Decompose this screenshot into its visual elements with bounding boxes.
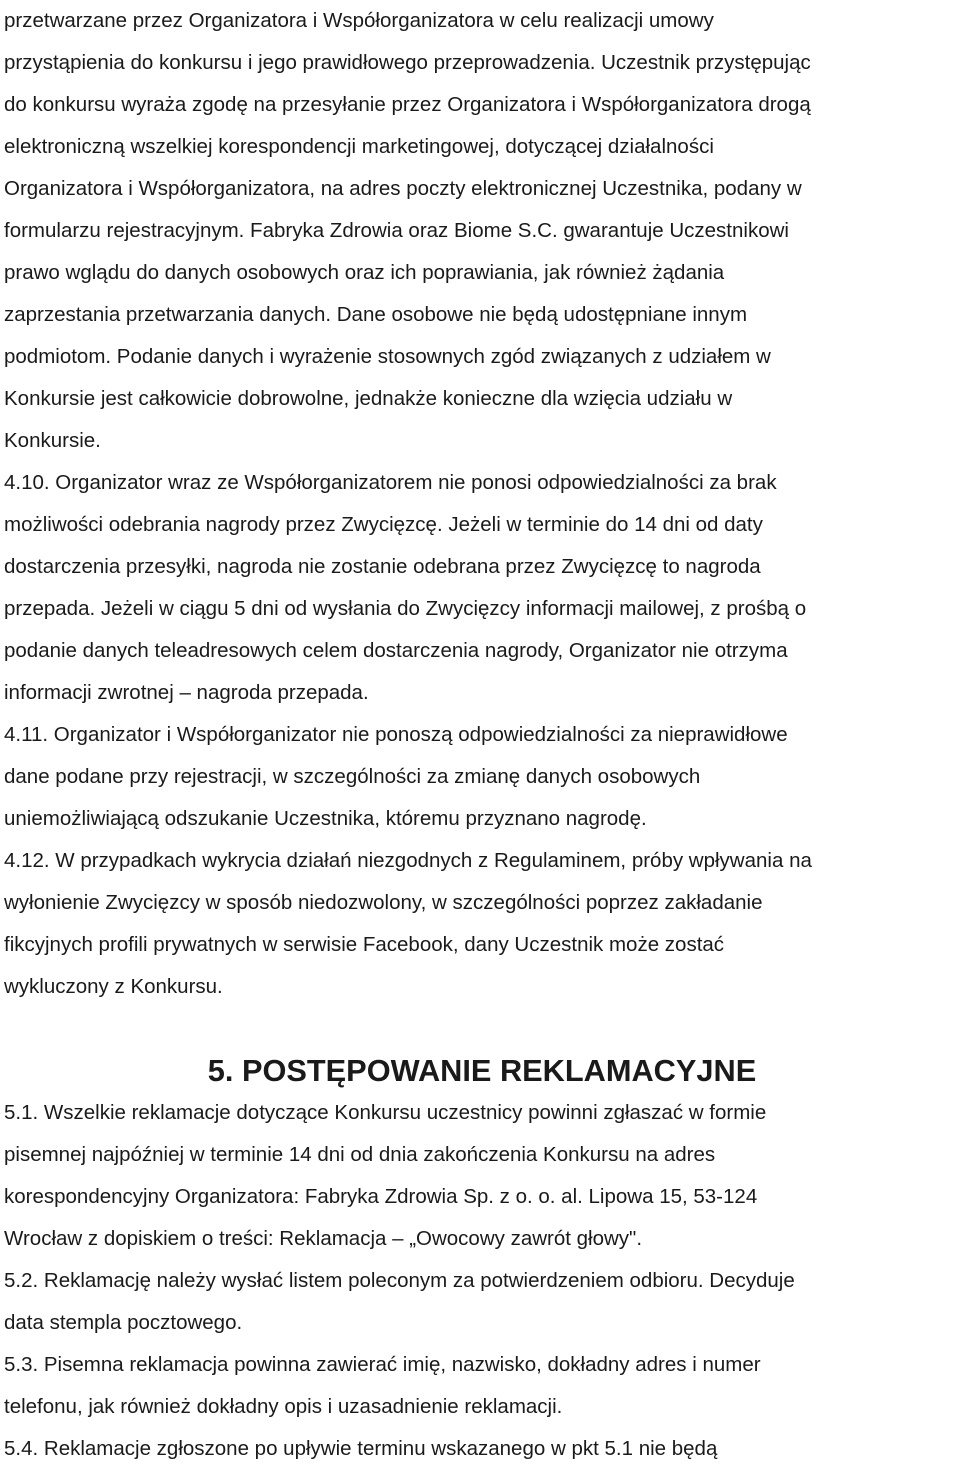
- text-line: Wrocław z dopiskiem o treści: Reklamacja – „Owocowy zawrót głowy".: [4, 1227, 643, 1250]
- text-line: 5.3. Pisemna reklamacja powinna zawierać imię, nazwisko, dokładny adres i numer: [4, 1353, 761, 1376]
- text-line: Konkursie jest całkowicie dobrowolne, jednakże konieczne dla wzięcia udziału w: [4, 387, 733, 410]
- paragraph-5-2: [4, 1260, 960, 1344]
- paragraph-5-3: [4, 1344, 960, 1428]
- paragraph-4-10: [4, 462, 960, 714]
- text-line: Organizatora i Współorganizatora, na adres poczty elektronicznej Uczestnika, podany w: [4, 177, 802, 200]
- text-line: 4.12. W przypadkach wykrycia działań niezgodnych z Regulaminem, próby wpływania na: [4, 849, 812, 872]
- paragraph-4-12: [4, 840, 960, 1008]
- text-line: 5.1. Wszelkie reklamacje dotyczące Konkursu uczestnicy powinni zgłaszać w formie: [4, 1101, 767, 1124]
- paragraph-data-processing: [4, 0, 960, 462]
- paragraph-5-1: [4, 1092, 960, 1260]
- text-line: 4.10. Organizator wraz ze Współorganizatorem nie ponosi odpowiedzialności za brak: [4, 471, 777, 494]
- section-heading: 5. POSTĘPOWANIE REKLAMACYJNE: [207, 1053, 757, 1088]
- document-page: [4, 0, 960, 1470]
- text-line: przystąpienia do konkursu i jego prawidłowego przeprowadzenia. Uczestnik przystępując: [4, 51, 811, 74]
- text-line: podmiotom. Podanie danych i wyrażenie stosownych zgód związanych z udziałem w: [4, 345, 771, 368]
- text-line: wykluczony z Konkursu.: [4, 975, 223, 998]
- text-line: wyłonienie Zwycięzcy w sposób niedozwolony, w szczególności poprzez zakładanie: [4, 891, 763, 914]
- text-line: możliwości odebrania nagrody przez Zwycięzcę. Jeżeli w terminie do 14 dni od daty: [4, 513, 763, 536]
- text-line: prawo wglądu do danych osobowych oraz ich poprawiania, jak również żądania: [4, 261, 725, 284]
- text-line: korespondencyjny Organizatora: Fabryka Zdrowia Sp. z o. o. al. Lipowa 15, 53-124: [4, 1185, 758, 1208]
- paragraph-5-4: [4, 1428, 960, 1470]
- text-line: uniemożliwiającą odszukanie Uczestnika, któremu przyznano nagrodę.: [4, 807, 647, 830]
- text-line: fikcyjnych profili prywatnych w serwisie Facebook, dany Uczestnik może zostać: [4, 933, 725, 956]
- text-line: 5.2. Reklamację należy wysłać listem poleconym za potwierdzeniem odbioru. Decyduje: [4, 1269, 795, 1292]
- text-line: data stempla pocztowego.: [4, 1311, 243, 1334]
- text-line: telefonu, jak również dokładny opis i uzasadnienie reklamacji.: [4, 1395, 563, 1418]
- paragraph-4-11: [4, 714, 960, 840]
- text-line: przepada. Jeżeli w ciągu 5 dni od wysłania do Zwycięzcy informacji mailowej, z prośbą o: [4, 597, 807, 620]
- text-line: dane podane przy rejestracji, w szczególności za zmianę danych osobowych: [4, 765, 701, 788]
- text-line: 5.4. Reklamacje zgłoszone po upływie terminu wskazanego w pkt 5.1 nie będą: [4, 1437, 718, 1460]
- text-line: 4.11. Organizator i Współorganizator nie ponoszą odpowiedzialności za nieprawidłowe: [4, 723, 788, 746]
- text-line: do konkursu wyraża zgodę na przesyłanie przez Organizatora i Współorganizatora drogą: [4, 93, 811, 116]
- text-line: przetwarzane przez Organizatora i Współorganizatora w celu realizacji umowy: [4, 9, 714, 32]
- text-line: Konkursie.: [4, 429, 101, 452]
- text-line: formularzu rejestracyjnym. Fabryka Zdrowia oraz Biome S.C. gwarantuje Uczestnikowi: [4, 219, 789, 242]
- text-line: informacji zwrotnej – nagroda przepada.: [4, 681, 369, 704]
- text-line: podanie danych teleadresowych celem dostarczenia nagrody, Organizator nie otrzyma: [4, 639, 788, 662]
- text-line: pisemnej najpóźniej w terminie 14 dni od dnia zakończenia Konkursu na adres: [4, 1143, 716, 1166]
- text-line: elektroniczną wszelkiej korespondencji marketingowej, dotyczącej działalności: [4, 135, 714, 158]
- text-line: zaprzestania przetwarzania danych. Dane osobowe nie będą udostępniane innym: [4, 303, 748, 326]
- text-line: dostarczenia przesyłki, nagroda nie zostanie odebrana przez Zwycięzcę to nagroda: [4, 555, 761, 578]
